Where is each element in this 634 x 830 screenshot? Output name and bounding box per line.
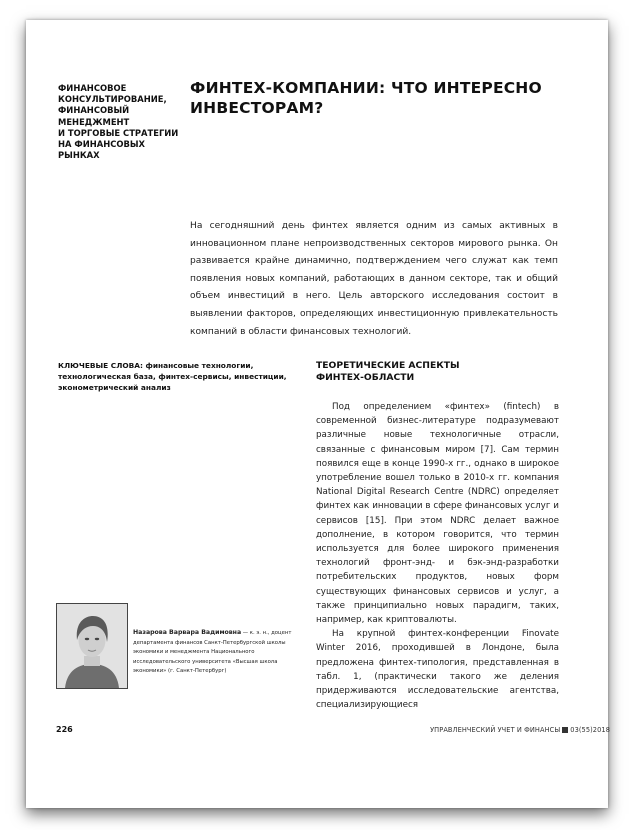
title-line: ИНВЕСТОРАМ? bbox=[190, 99, 324, 117]
rubric-line: КОНСУЛЬТИРОВАНИЕ, bbox=[58, 94, 167, 105]
journal-name: УПРАВЛЕНЧЕСКИЙ УЧЕТ И ФИНАНСЫ bbox=[430, 726, 561, 734]
section-rubric bbox=[58, 83, 190, 161]
page-number: 226 bbox=[56, 725, 73, 734]
section-heading-line: ФИНТЕХ-ОБЛАСТИ bbox=[316, 372, 415, 384]
article-abstract: На сегодняшний день финтех является одним из самых активных в инновационном плане непроизводственных секторов мирового рынка. Он развивается крайне динамично, подтверждением чего служат как темп появления новых компаний, работающих в данном секторе, так и общий объем инвестиций в него. Цель авторского исследования состоит в выявлении факторов, определяющих инвестиционную привлекательность компаний в области финансовых технологий. bbox=[190, 221, 558, 337]
keywords-block bbox=[58, 360, 310, 394]
rubric-line: И ТОРГОВЫЕ СТРАТЕГИИ bbox=[58, 127, 179, 138]
title-line: ФИНТЕХ-КОМПАНИИ: ЧТО ИНТЕРЕСНО bbox=[190, 79, 542, 97]
body-paragraph: На крупной финтех-конференции Finovate Winter 2016, проходившей в Лондоне, была предложена финтех-типология, представленная в табл. 1, (практически такого же деления придерживаются исследовательские агентства, специализирующиеся bbox=[316, 629, 559, 711]
body-text bbox=[316, 400, 559, 712]
keywords-label: КЛЮЧЕВЫЕ СЛОВА: bbox=[58, 361, 143, 370]
rubric-line: РЫНКАХ bbox=[58, 150, 100, 161]
section-heading-line: ТЕОРЕТИЧЕСКИЕ АСПЕКТЫ bbox=[316, 360, 460, 371]
square-bullet-icon bbox=[562, 727, 568, 733]
journal-issue: 03(55)2018 bbox=[570, 726, 610, 734]
author-photo bbox=[56, 603, 128, 689]
rubric-line: ФИНАНСОВЫЙ bbox=[58, 105, 130, 116]
article-title bbox=[190, 78, 570, 118]
keywords-value: финансовые технологии, технологическая база, финтех-сервисы, инвестиции, эконометрический анализ bbox=[58, 361, 287, 393]
rubric-line: НА ФИНАНСОВЫХ bbox=[58, 139, 146, 150]
rubric-line: МЕНЕДЖМЕНТ bbox=[58, 116, 130, 127]
author-bio: — к. э. н., доцент департамента финансов Санкт-Петербургской школы экономики и менеджмента Национального исследовательского университета «Высшая школа экономики» (г. Санкт-Петербург) bbox=[133, 630, 292, 675]
journal-footer bbox=[430, 726, 610, 734]
body-paragraph: Под определением «финтех» (fintech) в современной бизнес-литературе подразумевают различные новые технологичные отрасли, связанные с финансовым миром [7]. Сам термин появился еще в конце 1990-х гг., однако в широкое употребление вошел только в 2010-х гг. компания National Digital Research Centre (NDRC) определяет финтех как инновации в сфере финансовых услуг и сервисов [15]. При этом NDRC делает важное дополнение, в котором говорится, что термин используется для более широкого применения технологий фронт-энд- и бэк-энд-разработки потребительских продуктов, новых форм существующих финансовых сервисов и услуг, а также принципиально новых парадигм, таких, например, как криптовалюты. bbox=[316, 402, 559, 626]
rubric-line: ФИНАНСОВОЕ bbox=[58, 83, 127, 93]
author-info bbox=[133, 628, 305, 677]
section-heading bbox=[316, 360, 556, 385]
author-name: Назарова Варвара Вадимовна bbox=[133, 629, 242, 636]
